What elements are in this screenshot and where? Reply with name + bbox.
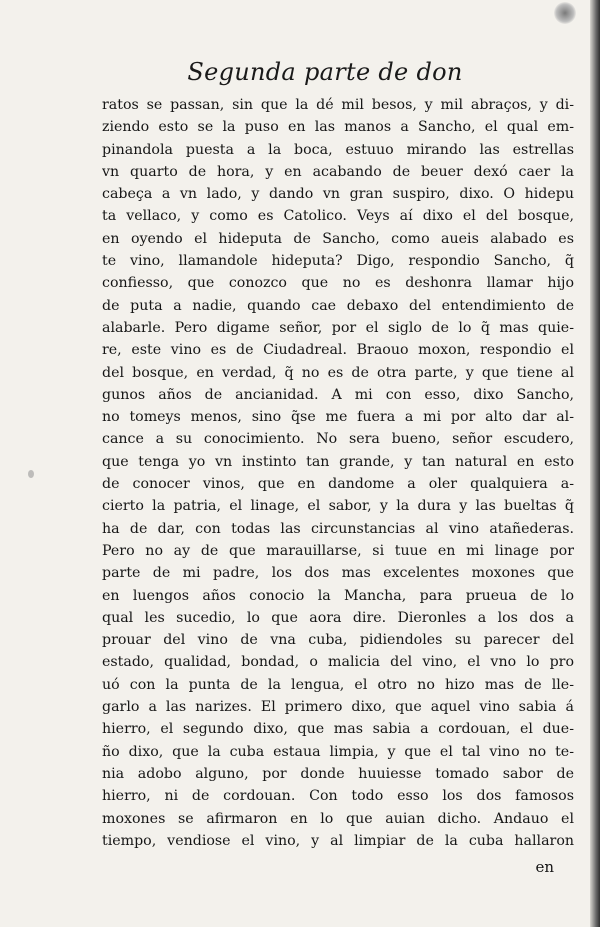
text-line: en luengos años conocio la Mancha, para prueua de lo — [102, 587, 574, 604]
text-line: que tenga yo vn instinto tan grande, y tan natural en esto — [102, 453, 574, 470]
catchword: en — [535, 858, 554, 876]
text-line: confiesso, que conozco que no es deshonra llamar hijo — [102, 275, 574, 292]
text-line: alabarle. Pero digame señor, por el siglo de lo q̃ mas quie- — [102, 319, 574, 336]
text-line: vn quarto de hora, y en acabando de beuer dexó caer la — [102, 163, 574, 180]
text-line: gunos años de ancianidad. A mi con esso, dixo Sancho, — [102, 386, 574, 403]
text-line: ta vellaco, y como es Catolico. Veys aí dixo el del bosque, — [102, 208, 574, 225]
text-line: hierro, el segundo dixo, que mas sabia a cordouan, el due- — [102, 721, 574, 738]
page-edge-shadow — [590, 0, 600, 927]
text-line: del bosque, en verdad, q̃ no es de otra parte, y que tiene al — [102, 364, 574, 381]
text-block — [102, 94, 574, 852]
text-line: uó con la punta de la lengua, el otro no hizo mas de lle- — [102, 676, 574, 693]
text-line: tiempo, vendiose el vino, y al limpiar de la cuba hallaron — [102, 832, 574, 849]
text-line: qual les sucedio, lo que aora dire. Dieronles a los dos a — [102, 609, 574, 626]
text-line: garlo a las narizes. El primero dixo, que aquel vino sabia á — [102, 699, 574, 716]
text-line: moxones se afirmaron en lo que auian dicho. Andauo el — [102, 810, 574, 827]
text-line: cierto la patria, el linage, el sabor, y la dura y las bueltas q̃ — [102, 498, 574, 515]
running-head: Segunda parte de don — [187, 58, 463, 86]
text-line: prouar del vino de vna cuba, pidiendoles su parecer del — [102, 632, 574, 649]
text-line: cance a su conocimiento. No sera bueno, señor escudero, — [102, 431, 574, 448]
text-line: cabeça a vn lado, y dando vn gran suspiro, dixo. O hidepu — [102, 186, 574, 203]
text-line: ño dixo, que la cuba estaua limpia, y que el tal vino no te- — [102, 743, 574, 760]
text-line: pinandola puesta a la boca, estuuo mirando las estrellas — [102, 141, 574, 158]
margin-blot — [28, 470, 34, 478]
text-line: en oyendo el hideputa de Sancho, como aueis alabado es — [102, 230, 574, 247]
text-line: re, este vino es de Ciudadreal. Braouo moxon, respondio el — [102, 342, 574, 359]
text-line: ziendo esto se la puso en las manos a Sancho, el qual em- — [102, 119, 574, 136]
text-line: de conocer vinos, que en dandome a oler qualquiera a- — [102, 476, 574, 493]
text-line: estado, qualidad, bondad, o malicia del vino, el vno lo pro — [102, 654, 574, 671]
ink-speck — [554, 2, 576, 24]
text-line: de puta a nadie, quando cae debaxo del entendimiento de — [102, 297, 574, 314]
text-line: hierro, ni de cordouan. Con todo esso los dos famosos — [102, 788, 574, 805]
text-line: nia adobo alguno, por donde huuiesse tomado sabor de — [102, 765, 574, 782]
text-line: Pero no ay de que marauillarse, si tuue en mi linage por — [102, 542, 574, 559]
text-line: te vino, llamandole hideputa? Digo, respondio Sancho, q̃ — [102, 253, 574, 270]
text-line: ha de dar, con todas las circunstancias al vino atañederas. — [102, 520, 574, 537]
text-line: parte de mi padre, los dos mas excelentes moxones que — [102, 565, 574, 582]
text-line: no tomeys menos, sino q̃se me fuera a mi por alto dar al- — [102, 409, 574, 426]
text-line: ratos se passan, sin que la dé mil besos, y mil abraços, y di- — [102, 97, 574, 113]
